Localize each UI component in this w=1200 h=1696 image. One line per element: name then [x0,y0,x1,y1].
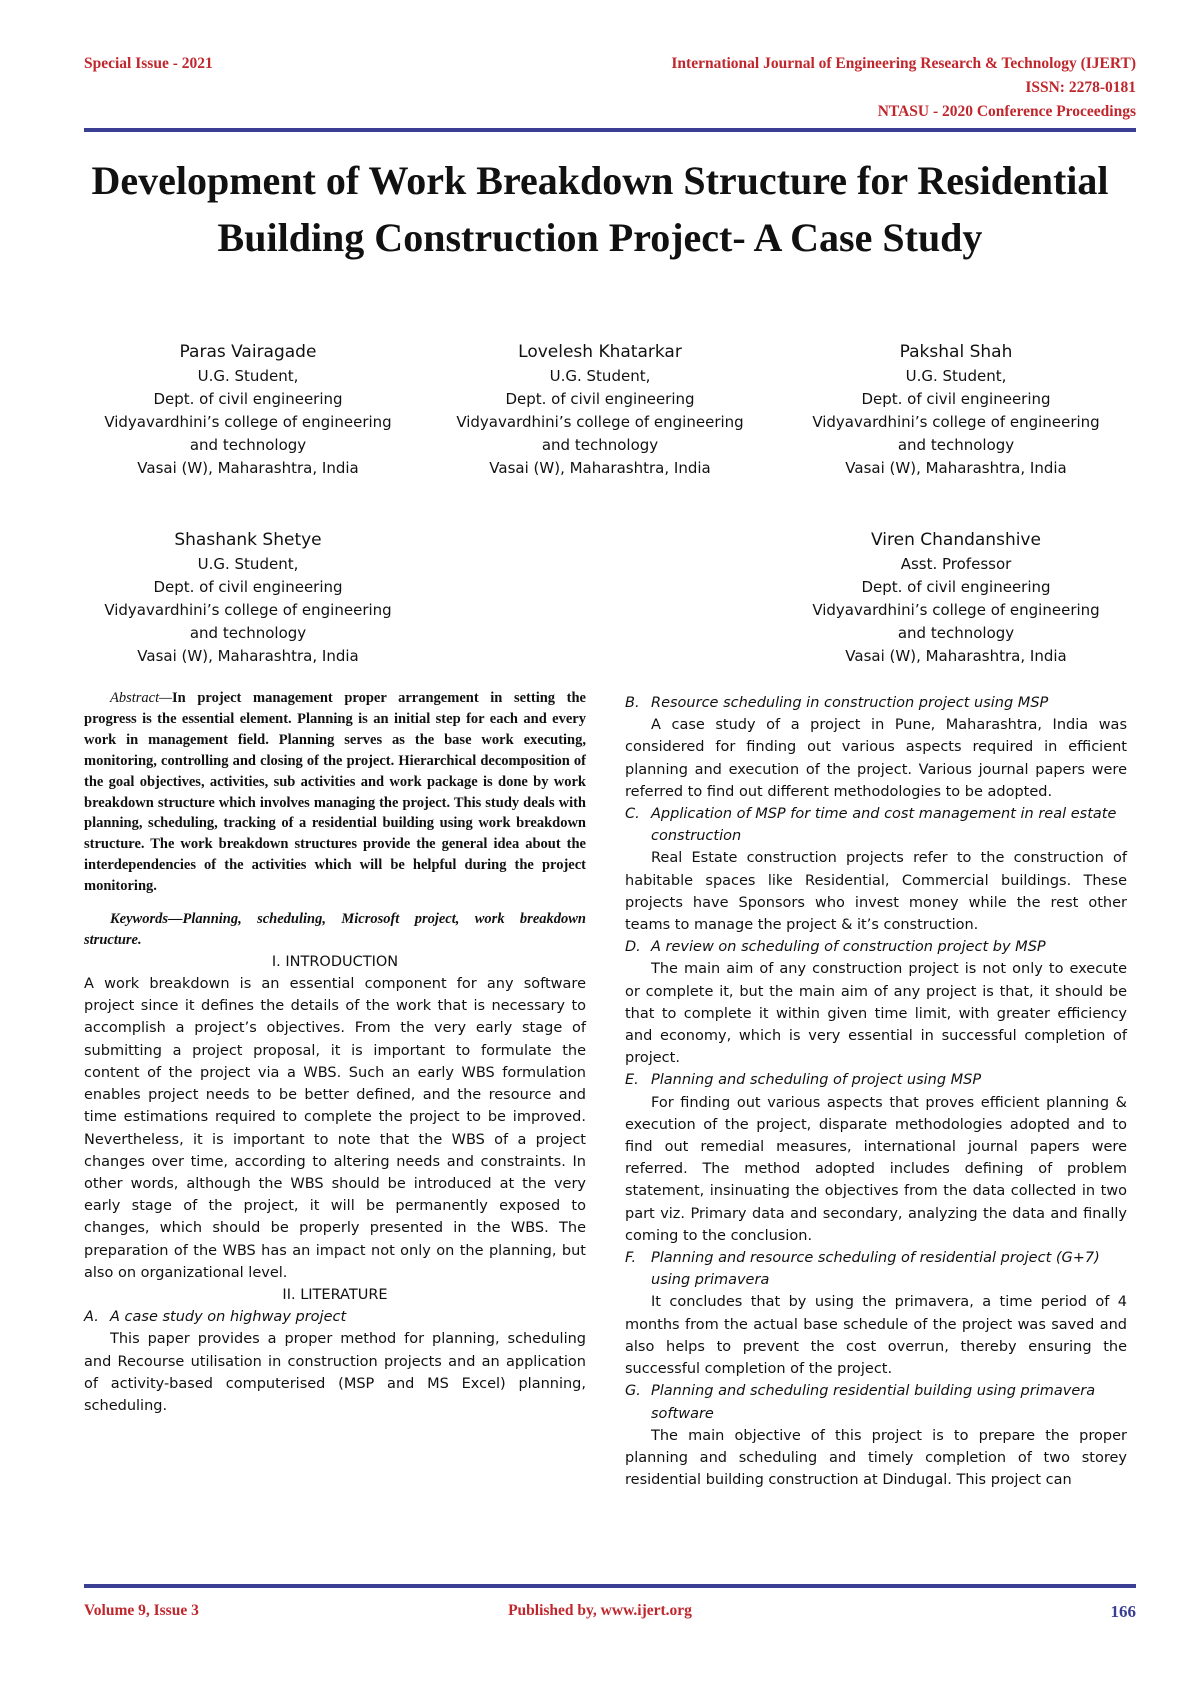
author-role: U.G. Student, [197,367,299,385]
right-column [625,692,1127,1491]
subsection-title: Planning and resource scheduling of residential project (G+7) using primavera [651,1250,1100,1289]
subsection-letter: E. [625,1072,639,1089]
page-number: 166 [1110,1602,1136,1621]
subsection-paragraph: For finding out various aspects that proves efficient planning & execution of the project, disparate methodologies adopted and to find out remedial measures, international journal papers were referred. The method adopted includes defining of problem statement, insinuating the objectives from the data collected in two part viz. Primary data and secondary, analyzing the data and finally coming to the conclusion. [625,1094,1127,1244]
author-dept: Dept. of civil engineering [153,578,343,596]
header-rule [84,128,1136,132]
author-college-cont: and technology [897,436,1015,454]
author-college-cont: and technology [189,624,307,642]
conference-label: NTASU - 2020 Conference Proceedings [877,103,1136,120]
publisher-link[interactable]: Published by, www.ijert.org [508,1602,692,1619]
author-role: U.G. Student, [905,367,1007,385]
author-college-cont: and technology [897,624,1015,642]
subsection-letter: G. [625,1383,641,1400]
author-location: Vasai (W), Maharashtra, India [845,647,1067,665]
author-block [420,339,780,480]
author-role: U.G. Student, [549,367,651,385]
subsection-paragraph: Real Estate construction projects refer to the construction of habitable spaces like Residential, Commercial buildings. These projects have Sponsors who invest money while the rest other teams to manage the project & it’s construction. [625,850,1127,934]
author-name: Lovelesh Khatarkar [518,342,682,362]
subsection-heading [625,1069,1127,1091]
author-block [68,339,428,480]
section-heading-literature: II. LITERATURE [282,1286,388,1303]
subsection-paragraph: This paper provides a proper method for planning, scheduling and Recourse utilisation in construction projects and an application of activity-based computerised (MSP and MS Excel) planning, scheduling. [84,1331,586,1414]
subsection-heading [625,692,1127,714]
subsection-heading [625,803,1127,847]
subsection-paragraph: It concludes that by using the primavera, a time period of 4 months from the actual base schedule of the project was saved and also helps to prevent the cost overrun, thereby ensuring the successful completion of the project. [625,1294,1127,1378]
left-column [84,688,586,1417]
keywords-label: Keywords— [110,911,183,928]
subsection-paragraph: The main objective of this project is to prepare the proper planning and scheduling and timely completion of two storey residential building construction at Dindugal. This project can [625,1427,1127,1489]
volume-issue: Volume 9, Issue 3 [84,1602,199,1619]
subsection-heading [625,936,1127,958]
author-location: Vasai (W), Maharashtra, India [489,459,711,477]
author-name: Pakshal Shah [899,342,1013,362]
subsection-title: Resource scheduling in construction project using MSP [651,695,1049,711]
author-location: Vasai (W), Maharashtra, India [137,459,359,477]
subsection-heading [84,1306,586,1328]
author-college: Vidyavardhini’s college of engineering [104,413,392,431]
author-college: Vidyavardhini’s college of engineering [812,601,1100,619]
intro-paragraph: A work breakdown is an essential component for any software project since it defines the details of the work that is necessary to accomplish a project’s objectives. From the very early stage of submitting a project proposal, it is important to formulate the content of the project via a WBS. Such an early WBS formulation enables project needs to be better defined, and the resource and time estimations required to complete the project to be improved. Nevertheless, it is important to note that the WBS of a project changes over time, according to altering needs and constraints. In other words, although the WBS should be introduced at the very early stage of the project, it will be permanently exposed to changes, which should be properly presented in the WBS. The preparation of the WBS has an impact not only on the planning, but also on organizational level. [84,976,586,1281]
subsection-letter: A. [84,1309,99,1326]
author-name: Shashank Shetye [174,530,322,550]
abstract [84,688,586,897]
subsection-letter: D. [625,939,641,956]
special-issue-label: Special Issue - 2021 [84,55,213,72]
author-college: Vidyavardhini’s college of engineering [812,413,1100,431]
subsection-letter: B. [625,695,640,711]
subsection-paragraph: The main aim of any construction project is not only to execute or complete it, but the main aim of any project is that, it should be that to complete it within given time limit, with greater efficiency and economy, which is very essential in successful completion of project. [625,961,1127,1067]
footer-rule [84,1584,1136,1588]
section-heading-introduction: I. INTRODUCTION [271,953,399,970]
subsection-heading [625,1247,1127,1291]
author-dept: Dept. of civil engineering [505,390,695,408]
author-location: Vasai (W), Maharashtra, India [845,459,1067,477]
author-role: U.G. Student, [197,555,299,573]
subsection-title: A review on scheduling of construction project by MSP [651,939,1046,956]
subsection-title: Application of MSP for time and cost management in real estate construction [651,806,1117,845]
paper-title: Development of Work Breakdown Structure for Residential Building Construction Project- A Case Study [91,158,1109,260]
keywords-text: Planning, scheduling, Microsoft project, work breakdown structure. [84,911,586,948]
subsection-title: Planning and scheduling of project using MSP [651,1072,982,1089]
author-dept: Dept. of civil engineering [861,390,1051,408]
author-college: Vidyavardhini’s college of engineering [104,601,392,619]
subsection-heading [625,1380,1127,1424]
subsection-paragraph: A case study of a project in Pune, Maharashtra, India was considered for finding out various aspects required in efficient planning and execution of the project. Various journal papers were referred to find out different methodologies to be adopted. [625,717,1127,800]
author-dept: Dept. of civil engineering [153,390,343,408]
author-block [68,527,428,668]
subsection-letter: C. [625,806,640,823]
issn-label: ISSN: 2278-0181 [1025,79,1136,96]
author-block [776,527,1136,668]
author-college-cont: and technology [541,436,659,454]
author-college: Vidyavardhini’s college of engineering [456,413,744,431]
author-name: Paras Vairagade [179,342,317,362]
author-role: Asst. Professor [900,555,1012,573]
abstract-text: In project management proper arrangement in setting the progress is the essential element. Planning is an initial step for each and every work in management field. Planning serves as the base work executing, monitoring, controlling and closing of the project. Hierarchical decomposition of the goal objectives, activities, sub activities and work package is done by work breakdown structure which involves managing the project. This study deals with planning, scheduling, tracking of a residential building using work breakdown structure. The work breakdown structures provide the general idea about the interdependencies of the activities which will be helpful during the project monitoring. [84,690,586,895]
subsection-title: Planning and scheduling residential building using primavera software [651,1383,1096,1422]
journal-name: International Journal of Engineering Research & Technology (IJERT) [671,55,1136,72]
author-location: Vasai (W), Maharashtra, India [137,647,359,665]
keywords [84,909,586,951]
author-name: Viren Chandanshive [871,530,1041,550]
subsection-title: A case study on highway project [110,1309,347,1326]
subsection-letter: F. [625,1250,637,1267]
author-block [776,339,1136,480]
abstract-label: Abstract— [110,690,173,706]
author-dept: Dept. of civil engineering [861,578,1051,596]
author-college-cont: and technology [189,436,307,454]
